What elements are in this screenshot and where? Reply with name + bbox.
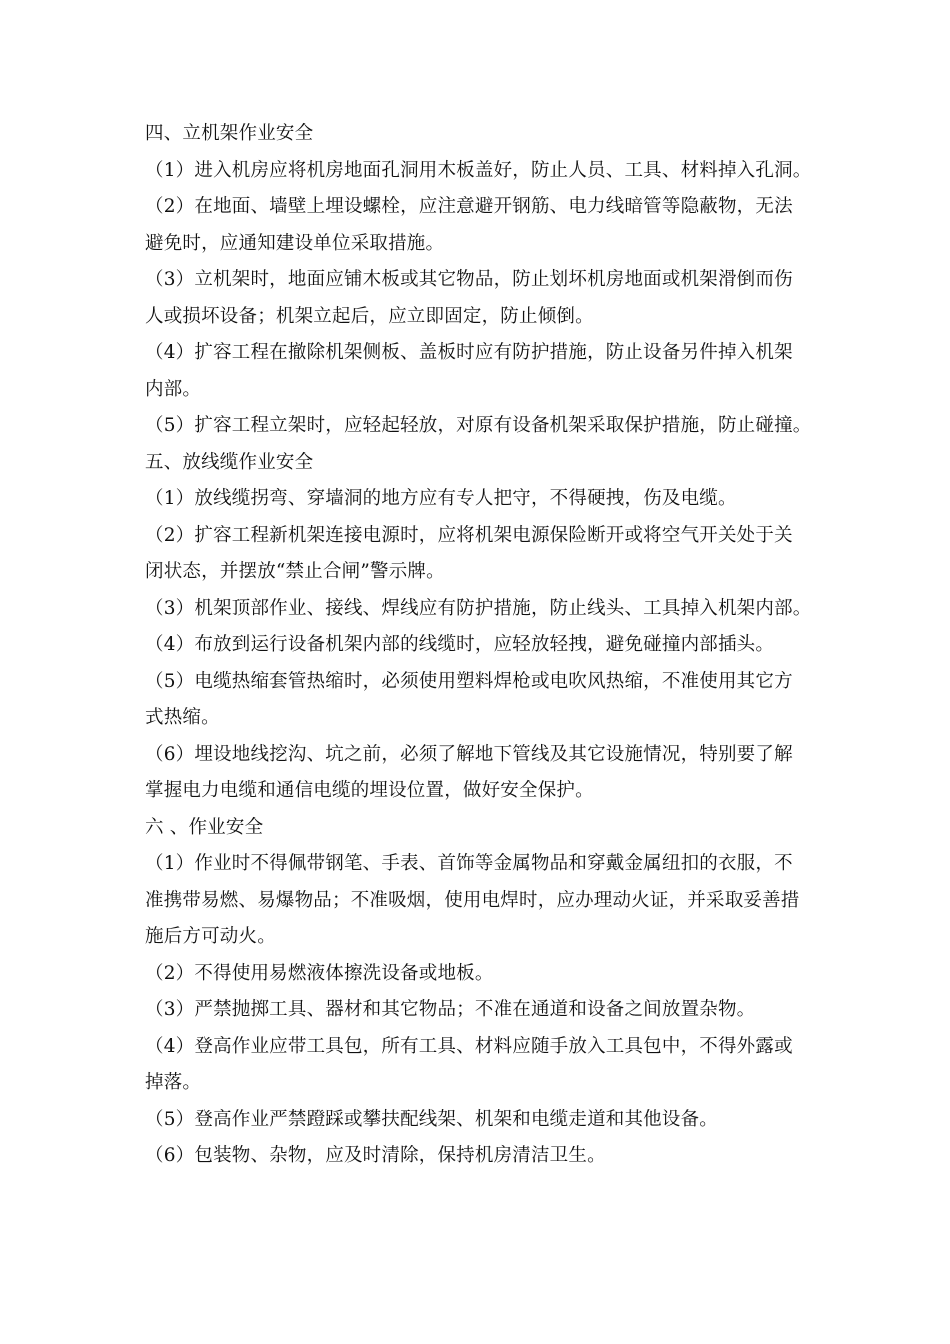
section-heading: 六 、作业安全 xyxy=(145,816,264,838)
item-line: （1）作业时不得佩带钢笔、手表、首饰等金属物品和穿戴金属纽扣的衣服，不 xyxy=(145,853,793,874)
section-6 xyxy=(145,810,815,1175)
item-line: 掌握电力电缆和通信电缆的埋设位置，做好安全保护。 xyxy=(145,780,594,801)
item-line: 闭状态，并摆放“禁止合闸”警示牌。 xyxy=(145,561,445,582)
item-line: （2）在地面、墙壁上埋设螺栓，应注意避开钢筋、电力线暗管等隐蔽物，无法 xyxy=(145,196,793,217)
item-line: （2）扩容工程新机架连接电源时，应将机架电源保险断开或将空气开关处于关 xyxy=(145,524,793,546)
item-line: 人或损坏设备；机架立起后，应立即固定，防止倾倒。 xyxy=(145,305,594,327)
item-line: （1）进入机房应将机房地面孔洞用木板盖好，防止人员、工具、材料掉入孔洞。 xyxy=(145,159,812,181)
item-line: （4）登高作业应带工具包，所有工具、材料应随手放入工具包中，不得外露或 xyxy=(145,1035,793,1057)
item-line: 施后方可动火。 xyxy=(145,926,276,947)
item-line: 掉落。 xyxy=(145,1072,202,1093)
item-line: （3）立机架时，地面应铺木板或其它物品，防止划坏机房地面或机架滑倒而伤 xyxy=(145,269,793,290)
item-line: （1）放线缆拐弯、穿墙洞的地方应有专人把守，不得硬拽，伤及电缆。 xyxy=(145,488,737,509)
section-heading: 五、放线缆作业安全 xyxy=(145,451,314,473)
section-heading: 四、立机架作业安全 xyxy=(145,123,314,144)
item-line: （6）包装物、杂物，应及时清除，保持机房清洁卫生。 xyxy=(145,1145,606,1166)
item-line: （5）电缆热缩套管热缩时，必须使用塑料焊枪或电吹风热缩，不准使用其它方 xyxy=(145,670,793,692)
document-body xyxy=(145,116,815,1175)
item-line: （3）机架顶部作业、接线、焊线应有防护措施，防止线头、工具掉入机架内部。 xyxy=(145,597,812,619)
item-line: （4）扩容工程在撤除机架侧板、盖板时应有防护措施，防止设备另件掉入机架 xyxy=(145,342,793,363)
item-line: （2）不得使用易燃液体擦洗设备或地板。 xyxy=(145,962,494,984)
item-line: （4）布放到运行设备机架内部的线缆时，应轻放轻拽，避免碰撞内部插头。 xyxy=(145,634,775,655)
item-line: （5）登高作业严禁蹬踩或攀扶配线架、机架和电缆走道和其他设备。 xyxy=(145,1108,718,1130)
item-line: （5）扩容工程立架时，应轻起轻放，对原有设备机架采取保护措施，防止碰撞。 xyxy=(145,415,812,436)
section-5 xyxy=(145,445,815,810)
section-4 xyxy=(145,116,815,445)
item-line: 式热缩。 xyxy=(145,707,220,728)
item-line: 内部。 xyxy=(145,378,202,400)
item-line: （3）严禁抛掷工具、器材和其它物品；不准在通道和设备之间放置杂物。 xyxy=(145,999,756,1020)
item-line: 准携带易燃、易爆物品；不准吸烟，使用电焊时，应办理动火证，并采取妥善措 xyxy=(145,889,800,911)
item-line: 避免时，应通知建设单位采取措施。 xyxy=(145,232,445,254)
item-line: （6）埋设地线挖沟、坑之前，必须了解地下管线及其它设施情况，特别要了解 xyxy=(145,743,793,765)
